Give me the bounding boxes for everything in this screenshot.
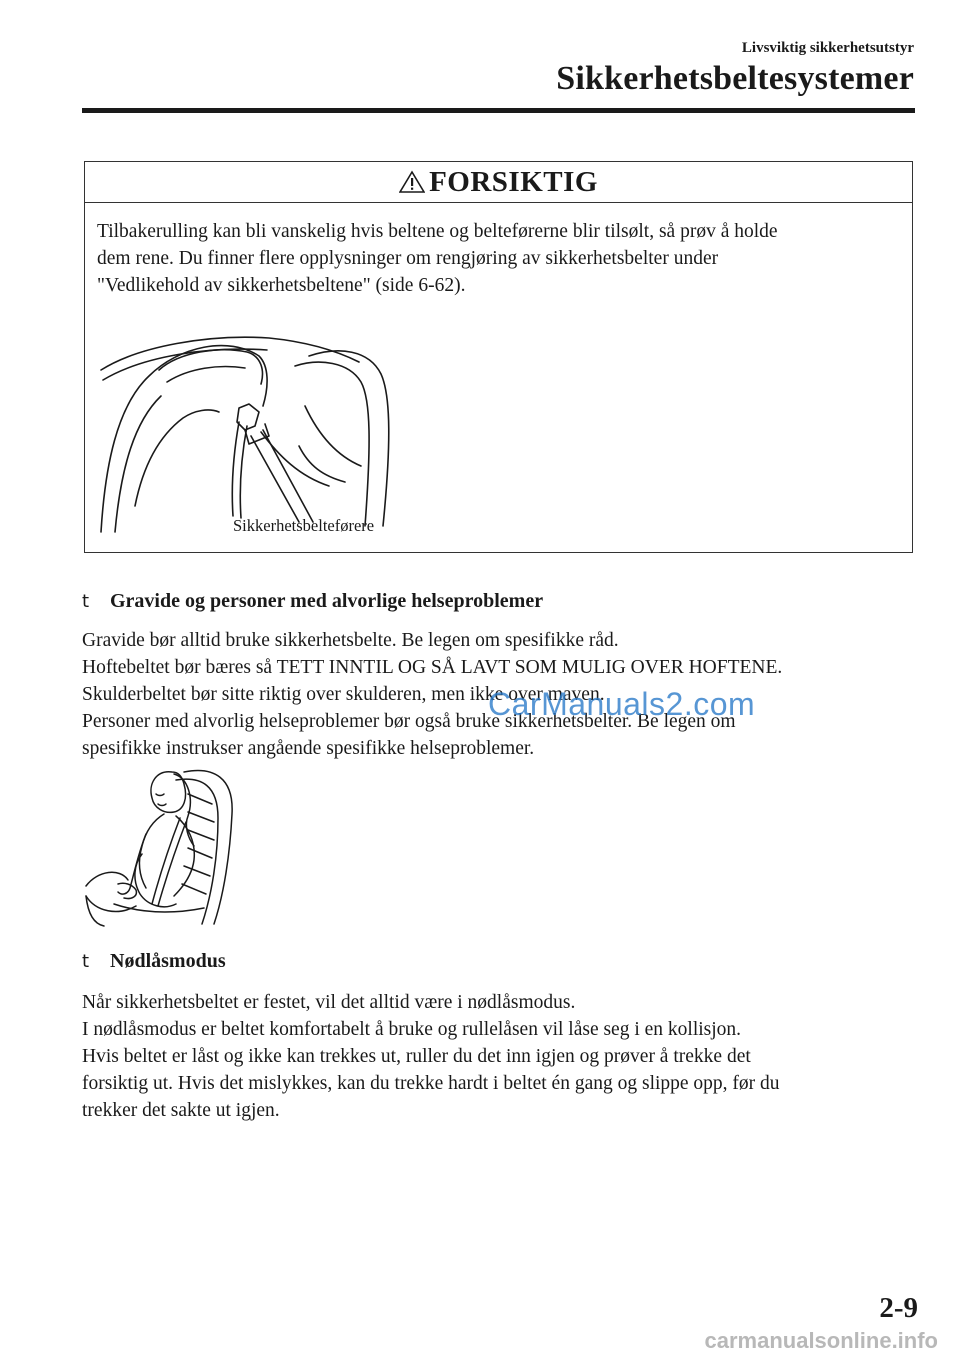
footer-watermark: carmanualsonline.info bbox=[704, 1328, 938, 1353]
section-heading-text: Gravide og personer med alvorlige helseproblemer bbox=[110, 590, 544, 612]
body-line: Personer med alvorlig helseproblemer bør også bruke sikkerhetsbelter. Be legen om bbox=[82, 711, 736, 732]
body-line: trekker det sakte ut igjen. bbox=[82, 1100, 280, 1121]
caution-line: dem rene. Du finner flere opplysninger om rengjøring av sikkerhetsbelter under bbox=[97, 248, 719, 269]
caution-header bbox=[85, 162, 912, 203]
body-line: forsiktig ut. Hvis det mislykkes, kan du trekke hardt i beltet én gang og slippe opp, før du bbox=[82, 1073, 780, 1094]
section-body-emergency-lock bbox=[82, 989, 922, 1124]
section-heading-pregnant bbox=[82, 590, 543, 613]
pregnant-woman-seatbelt-illustration bbox=[84, 764, 244, 928]
warning-triangle-icon bbox=[399, 170, 425, 194]
seatbelt-guide-illustration bbox=[99, 326, 399, 548]
header-rule bbox=[82, 108, 915, 113]
bullet-marker: t bbox=[82, 951, 90, 972]
bullet-marker: t bbox=[82, 591, 90, 612]
caution-box bbox=[84, 161, 913, 553]
running-header-section: Livsviktig sikkerhetsutstyr bbox=[741, 40, 914, 56]
caution-line: Tilbakerulling kan bli vanskelig hvis beltene og belteførerne blir tilsølt, så prøv å holde bbox=[97, 221, 778, 242]
caution-title: FORSIKTIG bbox=[429, 165, 598, 198]
body-line: spesifikke instrukser angående spesifikke helseproblemer. bbox=[82, 738, 535, 759]
caution-text bbox=[97, 218, 897, 299]
body-line: Skulderbeltet bør sitte riktig over skulderen, men ikke over maven. bbox=[82, 684, 605, 705]
page-title: Sikkerhetsbeltesystemer bbox=[556, 60, 914, 97]
section-heading-emergency-lock bbox=[82, 950, 226, 973]
watermark-logo: CarManuals2.com bbox=[488, 686, 756, 722]
figure-label: Sikkerhetsbelteførere bbox=[233, 516, 375, 535]
section-heading-text: Nødlåsmodus bbox=[110, 950, 226, 972]
body-line: Hvis beltet er låst og ikke kan trekkes ut, ruller du det inn igjen og prøver å trekke det bbox=[82, 1046, 751, 1067]
body-line: Hoftebeltet bør bæres så TETT INNTIL OG SÅ LAVT SOM MULIG OVER HOFTENE. bbox=[82, 657, 783, 678]
body-line: Når sikkerhetsbeltet er festet, vil det alltid være i nødlåsmodus. bbox=[82, 992, 576, 1013]
caution-line: "Vedlikehold av sikkerhetsbeltene" (side 6-62). bbox=[97, 275, 466, 296]
page-number: 2-9 bbox=[879, 1292, 918, 1324]
body-line: I nødlåsmodus er beltet komfortabelt å bruke og rullelåsen vil låse seg i en kollisjon. bbox=[82, 1019, 742, 1040]
body-line: Gravide bør alltid bruke sikkerhetsbelte. Be legen om spesifikke råd. bbox=[82, 630, 619, 651]
